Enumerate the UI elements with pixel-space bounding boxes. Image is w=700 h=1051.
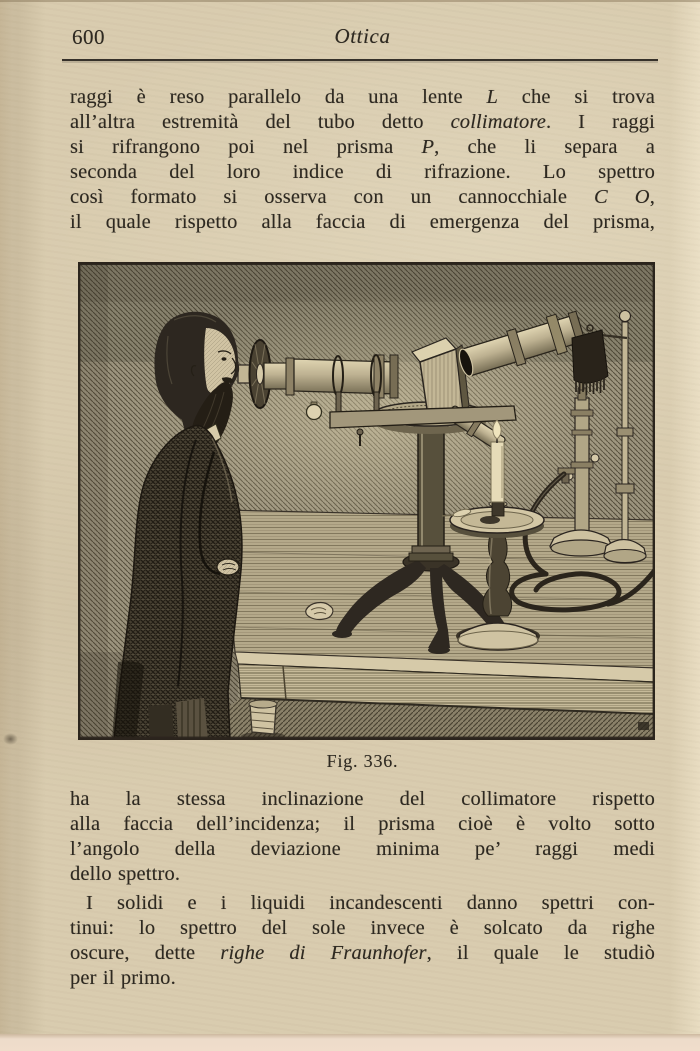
paragraph-3: I solidi e i liquidi incandescenti danno spettri con- tinui: lo spettro del sole invece è solcato da righe oscure, dette righe di Fraunhofer, il quale le studiò per il primo. [70, 892, 655, 989]
paragraph-1: raggi è reso parallelo da una lente L che si trova all’altra estremità del tubo detto collimatore. I raggi si rifrangono poi nel prisma P, che li separa a seconda del loro indice di rifrazione. Lo spettro così formato si osserva con un cannocchiale C O, il quale rispetto alla faccia di emergenza del prisma, [70, 86, 655, 233]
trouser-leg [176, 698, 208, 740]
crumpled-cloth [306, 603, 333, 620]
page-top-edge [0, 0, 700, 2]
figure-336-engraving [78, 262, 655, 740]
figure-caption: Fig. 336. [326, 751, 399, 771]
running-header: Ottica [334, 24, 391, 48]
page-number: 600 [72, 25, 105, 49]
engraver-mark [638, 722, 649, 730]
header-rule [62, 59, 658, 61]
margin-speck [3, 733, 18, 745]
page-bottom-edge [0, 1034, 700, 1051]
adjustment-knob [307, 405, 322, 420]
figure-336 [78, 262, 655, 740]
paragraph-2: ha la stessa inclinazione del collimatore rispetto alla faccia dell’incidenza; il prisma cioè è volto sotto l’angolo della deviazione minima pe’ raggi medi dello spettro. [70, 788, 655, 885]
man-hand [217, 559, 239, 575]
